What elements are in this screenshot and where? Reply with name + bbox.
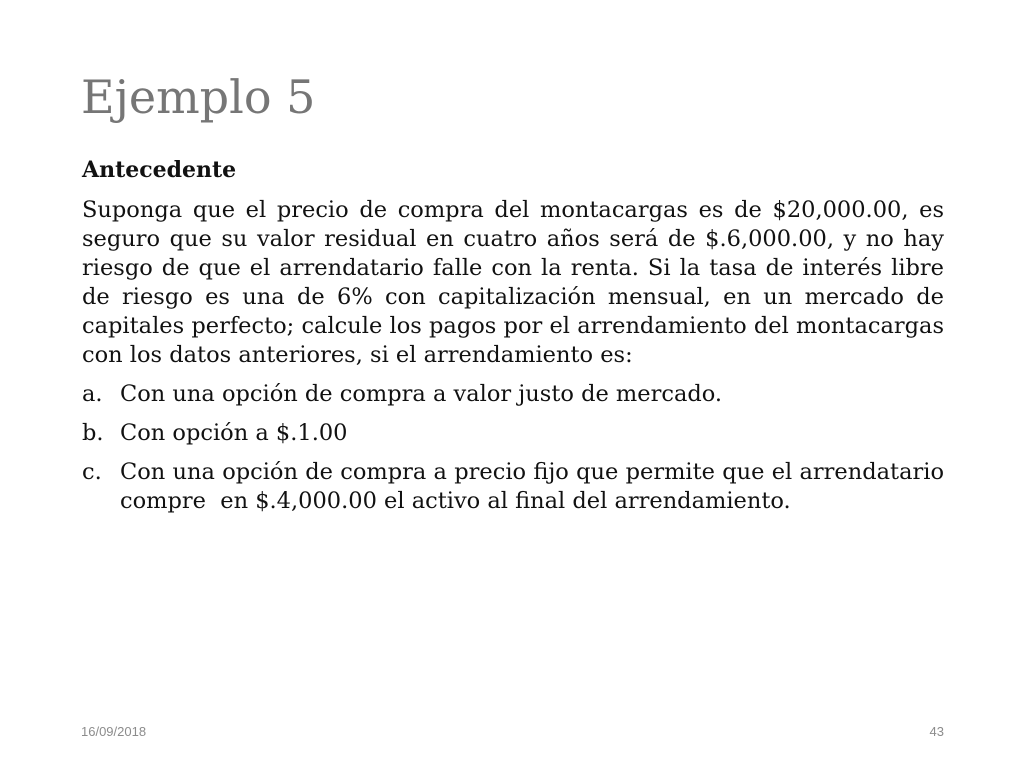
- list-marker: c.: [82, 459, 102, 485]
- list-item-b: [82, 419, 944, 448]
- slide-title: Ejemplo 5: [81, 70, 316, 124]
- slide-body: [82, 154, 952, 526]
- page-number: 43: [929, 724, 944, 739]
- footer-date: 16/09/2018: [81, 724, 147, 739]
- list-item-a: [82, 380, 944, 409]
- list-marker: a.: [82, 381, 103, 407]
- problem-statement: Suponga que el precio de compra del montacargas es de $20,000.00, es seguro que su valor residual en cuatro años será de $.6,000.00, y no hay riesgo de que el arrendatario falle con la renta. Si la tasa de interés libre de riesgo es una de 6% con capitalización mensual, en un mercado de capitales perfecto; calcule los pagos por el arrendamiento del montacargas con los datos anteriores, si el arrendamiento es:: [82, 197, 944, 368]
- list-item-c: [82, 458, 952, 516]
- list-item-text: Con opción a $.1.00: [120, 420, 348, 446]
- list-item-text: Con una opción de compra a valor justo de mercado.: [120, 381, 723, 407]
- list-item-text: Con una opción de compra a precio fijo que permite que el arrendatario compre en $.4,000.00 el activo al final del arrendamiento.: [120, 459, 952, 514]
- list-marker: b.: [82, 420, 104, 446]
- section-heading: Antecedente: [82, 157, 237, 183]
